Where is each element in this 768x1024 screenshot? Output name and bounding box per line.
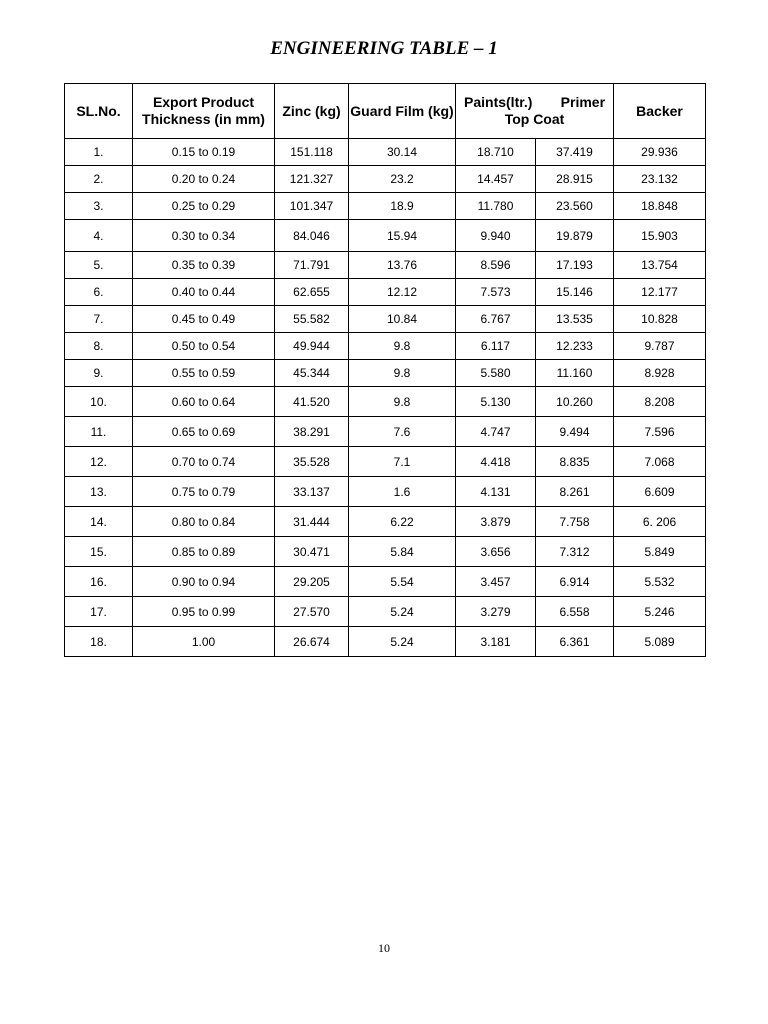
cell-top-coat: 9.940: [456, 220, 536, 252]
cell-backer: 7.596: [614, 417, 706, 447]
cell-thickness: 0.50 to 0.54: [133, 333, 275, 360]
cell-thickness: 0.80 to 0.84: [133, 507, 275, 537]
cell-thickness: 0.75 to 0.79: [133, 477, 275, 507]
cell-thickness: 0.15 to 0.19: [133, 139, 275, 166]
cell-thickness: 0.90 to 0.94: [133, 567, 275, 597]
cell-primer: 28.915: [536, 166, 614, 193]
cell-sl-no: 9.: [65, 360, 133, 387]
cell-guard-film: 5.24: [349, 627, 456, 657]
cell-thickness: 0.25 to 0.29: [133, 193, 275, 220]
cell-primer: 9.494: [536, 417, 614, 447]
table-row: [65, 387, 706, 417]
cell-primer: 8.261: [536, 477, 614, 507]
cell-primer: 13.535: [536, 306, 614, 333]
cell-sl-no: 11.: [65, 417, 133, 447]
cell-backer: 6.609: [614, 477, 706, 507]
cell-sl-no: 3.: [65, 193, 133, 220]
cell-zinc: 45.344: [275, 360, 349, 387]
cell-zinc: 62.655: [275, 279, 349, 306]
engineering-table: [64, 83, 706, 657]
table-header-row: [65, 84, 706, 139]
cell-guard-film: 7.6: [349, 417, 456, 447]
cell-zinc: 55.582: [275, 306, 349, 333]
cell-zinc: 49.944: [275, 333, 349, 360]
cell-top-coat: 3.656: [456, 537, 536, 567]
cell-zinc: 121.327: [275, 166, 349, 193]
cell-guard-film: 15.94: [349, 220, 456, 252]
page-title: ENGINEERING TABLE – 1: [270, 38, 498, 59]
cell-sl-no: 7.: [65, 306, 133, 333]
cell-backer: 5.849: [614, 537, 706, 567]
cell-guard-film: 6.22: [349, 507, 456, 537]
cell-backer: 15.903: [614, 220, 706, 252]
cell-thickness: 0.60 to 0.64: [133, 387, 275, 417]
cell-top-coat: 5.580: [456, 360, 536, 387]
cell-guard-film: 7.1: [349, 447, 456, 477]
cell-guard-film: 5.84: [349, 537, 456, 567]
cell-guard-film: 18.9: [349, 193, 456, 220]
table-row: [65, 447, 706, 477]
cell-zinc: 71.791: [275, 252, 349, 279]
cell-thickness: 0.85 to 0.89: [133, 537, 275, 567]
cell-zinc: 84.046: [275, 220, 349, 252]
cell-top-coat: 3.181: [456, 627, 536, 657]
cell-sl-no: 16.: [65, 567, 133, 597]
cell-top-coat: 8.596: [456, 252, 536, 279]
cell-primer: 11.160: [536, 360, 614, 387]
cell-sl-no: 15.: [65, 537, 133, 567]
cell-thickness: 0.30 to 0.34: [133, 220, 275, 252]
cell-zinc: 35.528: [275, 447, 349, 477]
cell-primer: 10.260: [536, 387, 614, 417]
cell-guard-film: 9.8: [349, 360, 456, 387]
cell-top-coat: 6.767: [456, 306, 536, 333]
table-row: [65, 537, 706, 567]
cell-primer: 12.233: [536, 333, 614, 360]
cell-guard-film: 13.76: [349, 252, 456, 279]
cell-top-coat: 3.279: [456, 597, 536, 627]
cell-backer: 10.828: [614, 306, 706, 333]
cell-guard-film: 5.24: [349, 597, 456, 627]
cell-guard-film: 10.84: [349, 306, 456, 333]
cell-backer: 9.787: [614, 333, 706, 360]
cell-thickness: 0.20 to 0.24: [133, 166, 275, 193]
cell-zinc: 33.137: [275, 477, 349, 507]
cell-backer: 12.177: [614, 279, 706, 306]
cell-sl-no: 4.: [65, 220, 133, 252]
cell-zinc: 41.520: [275, 387, 349, 417]
header-sl-no: SL.No.: [65, 84, 133, 139]
table-row: [65, 360, 706, 387]
cell-thickness: 1.00: [133, 627, 275, 657]
table-row: [65, 252, 706, 279]
cell-guard-film: 30.14: [349, 139, 456, 166]
cell-guard-film: 1.6: [349, 477, 456, 507]
cell-top-coat: 11.780: [456, 193, 536, 220]
cell-thickness: 0.45 to 0.49: [133, 306, 275, 333]
table-row: [65, 279, 706, 306]
table-row: [65, 507, 706, 537]
cell-guard-film: 23.2: [349, 166, 456, 193]
cell-sl-no: 2.: [65, 166, 133, 193]
cell-primer: 37.419: [536, 139, 614, 166]
cell-thickness: 0.70 to 0.74: [133, 447, 275, 477]
cell-thickness: 0.65 to 0.69: [133, 417, 275, 447]
cell-zinc: 31.444: [275, 507, 349, 537]
cell-top-coat: 4.747: [456, 417, 536, 447]
cell-primer: 6.914: [536, 567, 614, 597]
cell-zinc: 29.205: [275, 567, 349, 597]
header-backer: Backer: [614, 84, 706, 139]
table-row: [65, 166, 706, 193]
cell-primer: 6.558: [536, 597, 614, 627]
cell-top-coat: 3.457: [456, 567, 536, 597]
cell-guard-film: 9.8: [349, 333, 456, 360]
cell-backer: 7.068: [614, 447, 706, 477]
cell-backer: 5.089: [614, 627, 706, 657]
cell-primer: 6.361: [536, 627, 614, 657]
cell-backer: 29.936: [614, 139, 706, 166]
cell-zinc: 27.570: [275, 597, 349, 627]
cell-backer: 6. 206: [614, 507, 706, 537]
cell-zinc: 151.118: [275, 139, 349, 166]
cell-thickness: 0.40 to 0.44: [133, 279, 275, 306]
header-top-coat-label: Top Coat: [504, 111, 565, 127]
cell-top-coat: 5.130: [456, 387, 536, 417]
table-row: [65, 193, 706, 220]
table-body: [65, 139, 706, 657]
cell-top-coat: 3.879: [456, 507, 536, 537]
header-zinc: Zinc (kg): [275, 84, 349, 139]
cell-backer: 8.928: [614, 360, 706, 387]
cell-zinc: 101.347: [275, 193, 349, 220]
cell-zinc: 38.291: [275, 417, 349, 447]
cell-backer: 5.532: [614, 567, 706, 597]
table-row: [65, 220, 706, 252]
table-row: [65, 477, 706, 507]
cell-guard-film: 5.54: [349, 567, 456, 597]
cell-backer: 13.754: [614, 252, 706, 279]
cell-primer: 15.146: [536, 279, 614, 306]
cell-top-coat: 6.117: [456, 333, 536, 360]
cell-zinc: 30.471: [275, 537, 349, 567]
cell-primer: 17.193: [536, 252, 614, 279]
header-guard-film: Guard Film (kg): [349, 84, 456, 139]
cell-primer: 23.560: [536, 193, 614, 220]
cell-backer: 8.208: [614, 387, 706, 417]
page-number: 10: [378, 941, 390, 955]
cell-top-coat: 7.573: [456, 279, 536, 306]
table-row: [65, 627, 706, 657]
cell-top-coat: 4.418: [456, 447, 536, 477]
table-row: [65, 306, 706, 333]
cell-sl-no: 5.: [65, 252, 133, 279]
cell-sl-no: 1.: [65, 139, 133, 166]
cell-sl-no: 10.: [65, 387, 133, 417]
cell-thickness: 0.35 to 0.39: [133, 252, 275, 279]
cell-backer: 18.848: [614, 193, 706, 220]
cell-sl-no: 12.: [65, 447, 133, 477]
cell-sl-no: 14.: [65, 507, 133, 537]
table-row: [65, 417, 706, 447]
table-row: [65, 139, 706, 166]
cell-top-coat: 14.457: [456, 166, 536, 193]
cell-top-coat: 4.131: [456, 477, 536, 507]
cell-thickness: 0.95 to 0.99: [133, 597, 275, 627]
cell-primer: 19.879: [536, 220, 614, 252]
header-export-product: Export Product Thickness (in mm): [133, 84, 275, 139]
cell-sl-no: 6.: [65, 279, 133, 306]
header-paints-label: Paints(ltr.): [464, 94, 533, 110]
cell-backer: 5.246: [614, 597, 706, 627]
cell-sl-no: 17.: [65, 597, 133, 627]
header-paints: [456, 84, 614, 139]
cell-backer: 23.132: [614, 166, 706, 193]
cell-zinc: 26.674: [275, 627, 349, 657]
cell-primer: 7.312: [536, 537, 614, 567]
table-row: [65, 597, 706, 627]
cell-guard-film: 12.12: [349, 279, 456, 306]
cell-sl-no: 8.: [65, 333, 133, 360]
cell-thickness: 0.55 to 0.59: [133, 360, 275, 387]
cell-primer: 8.835: [536, 447, 614, 477]
header-primer-label: Primer: [560, 94, 606, 110]
cell-top-coat: 18.710: [456, 139, 536, 166]
table-row: [65, 333, 706, 360]
cell-primer: 7.758: [536, 507, 614, 537]
table-row: [65, 567, 706, 597]
cell-sl-no: 18.: [65, 627, 133, 657]
cell-sl-no: 13.: [65, 477, 133, 507]
cell-guard-film: 9.8: [349, 387, 456, 417]
